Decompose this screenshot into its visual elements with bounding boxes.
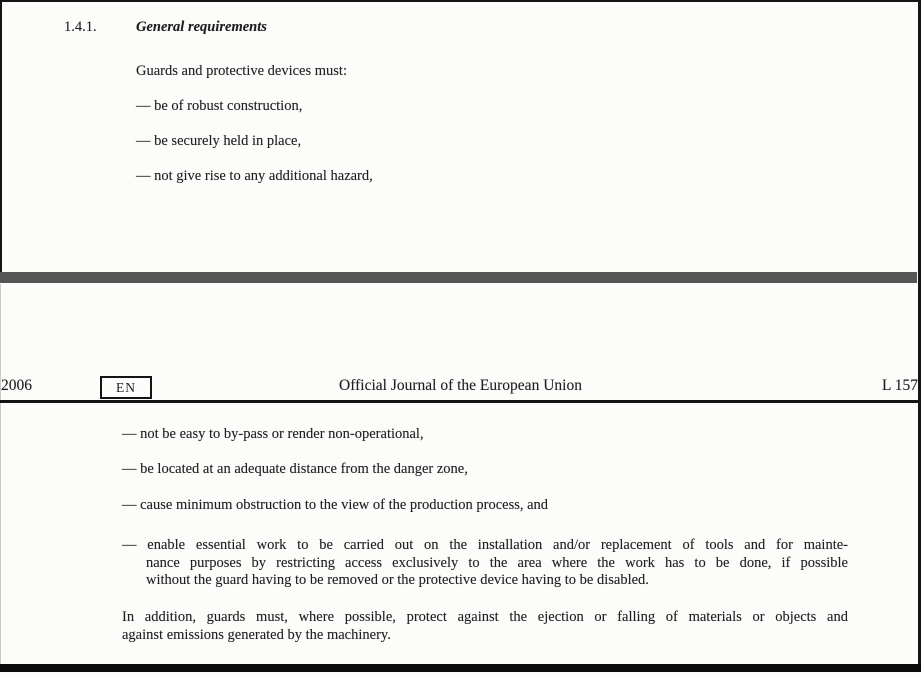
- bullet-item-line: without the guard having to be removed or the protective device having to be disabled.: [146, 572, 649, 588]
- header-rule: [0, 400, 921, 403]
- page-top-border: [0, 0, 921, 2]
- section-number: 1.4.1.: [64, 19, 97, 35]
- paragraph-line: In addition, guards must, where possible, protect against the ejection or falling of materials or objects and: [122, 609, 848, 625]
- bullet-item: — be located at an adequate distance from the danger zone,: [122, 461, 468, 477]
- bullet-item-line: — enable essential work to be carried out on the installation and/or replacement of tools and for mainte-: [122, 537, 848, 553]
- bullet-item: — be of robust construction,: [136, 98, 303, 114]
- bullet-item: — not be easy to by-pass or render non-operational,: [122, 426, 424, 442]
- page-break-separator-bar: [0, 272, 917, 283]
- page-left-border-upper: [0, 0, 2, 273]
- bullet-item-line: nance purposes by restricting access exclusively to the area where the work has to be done, if possible: [146, 555, 848, 571]
- header-page-number: L 157: [881, 377, 918, 394]
- bullet-item: — be securely held in place,: [136, 133, 302, 149]
- bullet-item: — cause minimum obstruction to the view of the production process, and: [122, 497, 549, 513]
- page-bottom-border: [0, 664, 921, 672]
- intro-text: Guards and protective devices must:: [136, 63, 347, 79]
- header-year-label: 2006: [1, 377, 32, 394]
- bullet-item: — not give rise to any additional hazard,: [136, 168, 373, 184]
- paragraph-line: against emissions generated by the machinery.: [122, 627, 391, 643]
- journal-title: Official Journal of the European Union: [339, 377, 582, 394]
- section-title: General requirements: [136, 19, 267, 35]
- page-left-border-lower: [0, 284, 1, 665]
- language-code-label: EN: [116, 380, 136, 395]
